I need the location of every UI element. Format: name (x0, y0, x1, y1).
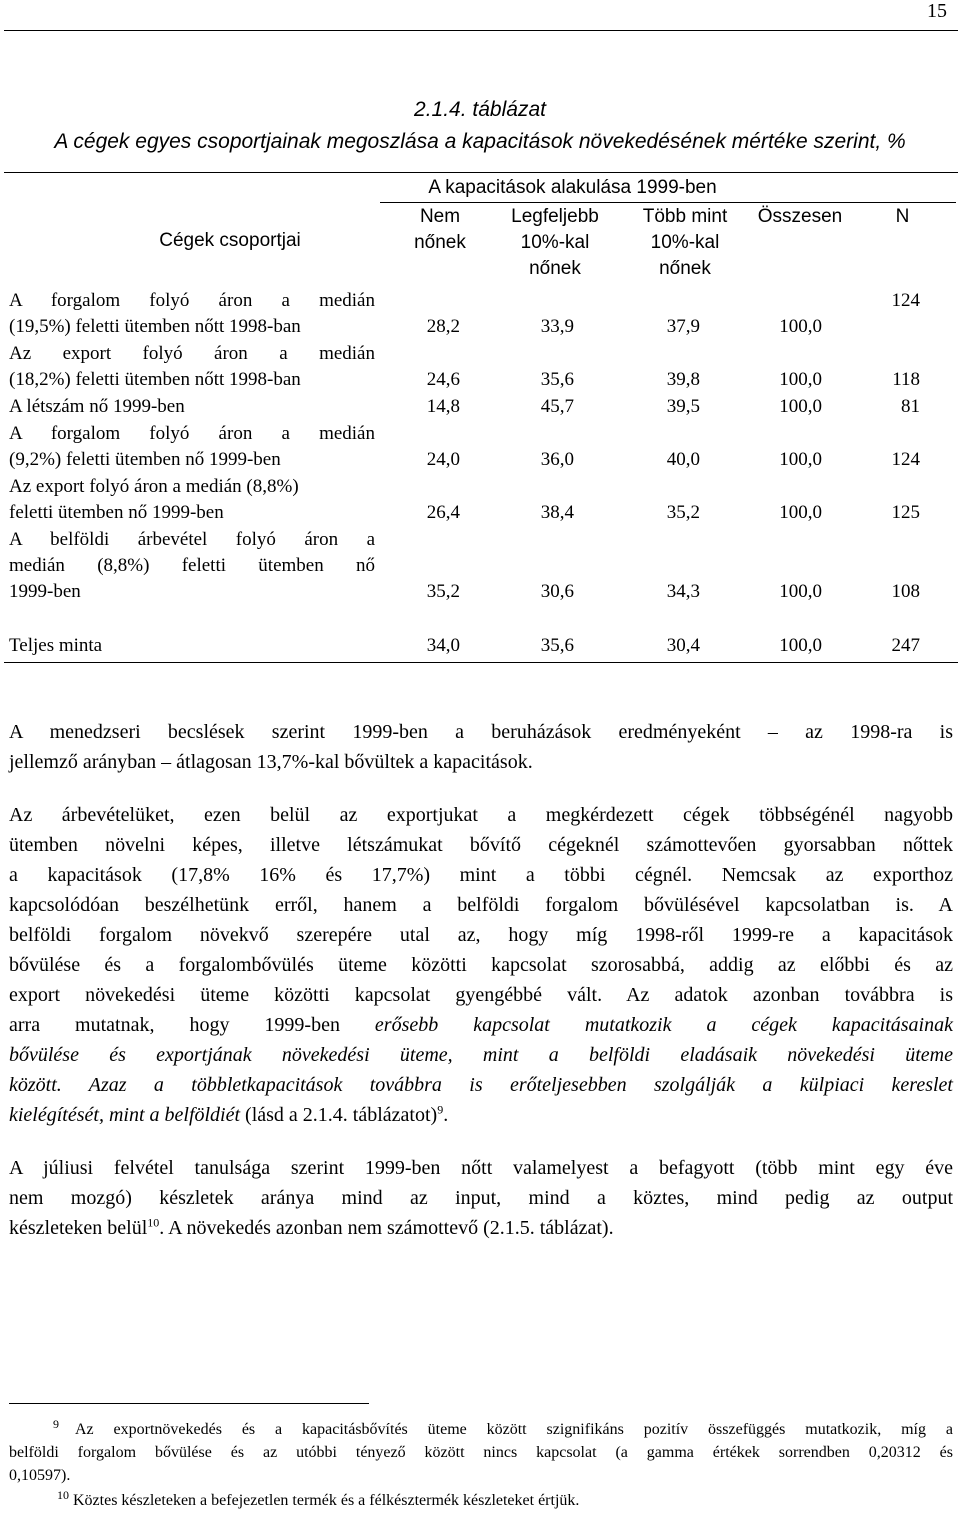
col-header-osszesen: Összesen (757, 206, 843, 227)
table-cell: 34,0 (426, 635, 460, 656)
table-cell-n: 247 (891, 635, 920, 656)
table-cell: 35,2 (426, 581, 460, 602)
table-cell-n: 124 (891, 449, 920, 470)
span-header: A kapacitások alakulása 1999-ben (428, 177, 717, 198)
table-cell: 35,6 (540, 635, 574, 656)
footnote-10: $^{10}$ Köztes készleteken a befejezetlen termék és a félkésztermék készleteket értjük. (57, 1487, 580, 1509)
col-header-legfeljebb-line2: 10%-kal (520, 232, 590, 253)
table-row-label: Az export folyó áron a medián (18,2%) feletti ütemben nőtt 1998-ban (9, 343, 375, 390)
table-cell: 30,4 (666, 635, 700, 656)
table-cell: 24,6 (426, 369, 460, 390)
table-number: 2.1.4. táblázat (414, 98, 546, 121)
table-cell: 33,9 (540, 316, 574, 337)
table-cell: 14,8 (426, 396, 460, 417)
table-row-label: A létszám nő 1999-ben (9, 396, 185, 417)
table-row-label: A forgalom folyó áron a medián (19,5%) feletti ütemben nőtt 1998-ban (9, 290, 375, 337)
span-header-rule (380, 202, 956, 203)
table-cell-n: 81 (901, 396, 920, 417)
paragraph-3-line-3: készleteken belül$^{10}$. A növekedés azonban nem számottevő (2.1.5. táblázat). (9, 1215, 614, 1239)
table-cell: 35,2 (666, 502, 700, 523)
paragraph-2: Az árbevételüket, ezen belül az exportjukat a megkérdezett cégek többségénél nagyobb ütemben növelni képes, illetve létszámukat bővítő cégeknél számottevően gyorsabban nőttek a kapacitások (17,8% 16% és 17,7%) mint a többi cégnél. Nemcsak az exporthoz kapcsolódóan beszélhetünk erről, hanem a belföldi forgalom bővülésével kapcsolatban is. A belföldi forgalom növekvő szerepére utal az, hogy míg 1998-ről 1999-re a kapacitások bővülése és a forgalombővülés üteme közötti kapcsolat szorosabbá, addig az előbbi és az export növekedési üteme közötti kapcsolat gyengébbé vált. Az adatok azonban továbbra is arra mutatnak, hogy 1999-ben erősebb kapcsolat mutatkozik a cégek kapacitásainak bővülése és exportjának növekedési üteme, mint a belföldi eladásaik növekedési üteme között. Azaz a többletkapacitások továbbra is erőteljesebben szolgálják a külpiaci kereslet kielégítését, mint a belföldiét (lásd a 2.1.4. táblázatot)$^9$. (9, 800, 953, 1130)
table-row-label-total: Teljes minta (9, 635, 103, 656)
col-header-nem-line2: nőnek (414, 232, 466, 253)
table-cell: 100,0 (779, 369, 822, 390)
table-cell: 39,8 (666, 369, 700, 390)
group-column-header: Cégek csoportjai (159, 230, 301, 251)
table-cell: 37,9 (666, 316, 700, 337)
col-header-n: N (895, 206, 910, 227)
col-header-tobb-line2: 10%-kal (650, 232, 720, 253)
paragraph-3: A júliusi felvétel tanulsága szerint 1999-ben nőtt valamelyest a befagyott (több mint egy éve nem mozgó) készletek aránya mind az input, mind a köztes, mind pedig az output készleteken belül$^{10}$. A növekedés azonban nem számottevő (2.1.5. táblázat). (9, 1153, 953, 1243)
table-cell: 34,3 (666, 581, 700, 602)
paragraph-2-line-11: kielégítését, mint a belföldiét (lásd a 2.1.4. táblázatot)$^9$. (9, 1102, 449, 1126)
table-cell: 100,0 (779, 502, 822, 523)
col-header-legfeljebb-line1: Legfeljebb (511, 206, 599, 227)
table-cell: 36,0 (540, 449, 574, 470)
footnote-rule (9, 1403, 369, 1404)
paragraph-1: A menedzseri becslések szerint 1999-ben a beruházások eredményeként – az 1998-ra is jellemző arányban – átlagosan 13,7%-kal bővültek a kapacitások. (9, 721, 953, 773)
table-title: A cégek egyes csoportjainak megoszlása a kapacitások növekedésének mértéke szerint, % (54, 130, 906, 153)
table-cell: 100,0 (779, 635, 822, 656)
table-cell: 39,5 (666, 396, 700, 417)
footnote-10-mark: 10 (57, 1487, 69, 1502)
table-row-label: A belföldi árbevétel folyó áron a medián (8,8%) feletti ütemben nő 1999-ben (9, 529, 375, 602)
col-header-nem-line1: Nem (419, 206, 461, 227)
table-cell: 26,4 (426, 502, 460, 523)
table-cell: 100,0 (779, 316, 822, 337)
table-cell-n: 108 (891, 581, 920, 602)
table-cell: 28,2 (426, 316, 460, 337)
table-top-rule (4, 172, 958, 173)
table-cell: 100,0 (779, 581, 822, 602)
page-number: 15 (927, 0, 947, 22)
table-cell-n: 124 (891, 290, 920, 311)
col-header-tobb-line1: Több mint (642, 206, 728, 227)
footnote-ref-10: 10 (147, 1215, 160, 1230)
header-rule (4, 30, 958, 31)
table-cell-n: 125 (891, 502, 920, 523)
footnote-ref-9: 9 (437, 1102, 444, 1117)
table-cell: 35,6 (540, 369, 574, 390)
table-bottom-rule (4, 662, 958, 663)
footnote-9: 9 Az exportnövekedés és a kapacitásbővítés üteme között szignifikáns pozitív összefüggés mutatkozik, míg a belföldi forgalom bővülése és az utóbbi tényező között nincs kapcsolat (a gamma értékek sorrendben 0,20312 és 0,10597). (9, 1417, 953, 1484)
col-header-legfeljebb-line3: nőnek (529, 258, 581, 279)
table-cell: 40,0 (666, 449, 700, 470)
table-cell: 30,6 (540, 581, 574, 602)
table-cell: 38,4 (540, 502, 574, 523)
table-cell: 24,0 (426, 449, 460, 470)
col-header-tobb-line3: nőnek (659, 258, 711, 279)
table-cell: 45,7 (540, 396, 574, 417)
table-cell: 100,0 (779, 396, 822, 417)
paragraph-2-line-8: arra mutatnak, hogy 1999-ben erősebb kapcsolat mutatkozik a cégek kapacitásainak (9, 1014, 953, 1036)
table-row-label: Az export folyó áron a medián (8,8%) feletti ütemben nő 1999-ben (9, 476, 299, 523)
table-row-label: A forgalom folyó áron a medián (9,2%) feletti ütemben nő 1999-ben (9, 423, 375, 470)
table-cell-n: 118 (892, 369, 920, 390)
table-cell: 100,0 (779, 449, 822, 470)
